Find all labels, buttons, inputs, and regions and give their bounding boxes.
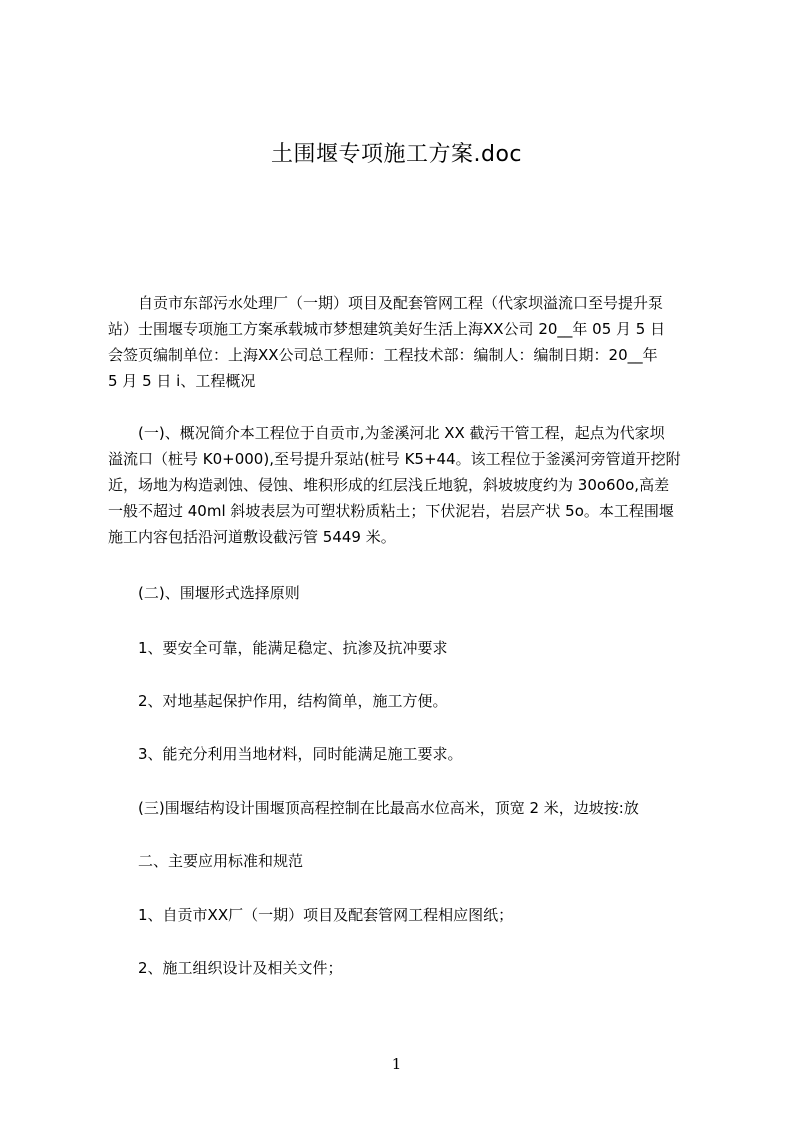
principle-3: 3、能充分利用当地材料，同时能满足施工要求。 [138,745,463,763]
document-title: 土围堰专项施工方案.doc [270,142,522,167]
standard-1: 1、自贡市XX厂（一期）项目及配套管网工程相应图纸； [138,906,514,924]
intro-paragraph [108,290,665,394]
overview-line-4: 一般不超过 40ml 斜坡表层为可塑状粉质粘土；下伏泥岩，岩层产状 5o。本工程围堰 [108,502,674,520]
intro-line-1: 自贡市东部污水处理厂（一期）项目及配套管网工程（代家坝溢流口至号提升泵 [138,294,664,312]
principle-2: 2、对地基起保护作用，结构简单，施工方便。 [138,692,448,710]
overview-paragraph [108,420,681,550]
page-number: 1 [391,1055,402,1073]
principle-1: 1、要安全可靠，能满足稳定、抗渗及抗冲要求 [138,639,448,657]
intro-line-4: 5 月 5 日 i、工程概况 [108,372,256,390]
section-2-heading: (二)、围堰形式选择原则 [138,584,300,602]
section-3-line: (三)围堰结构设计围堰顶高程控制在比最高水位高米，顶宽 2 米，边坡按:放 [138,799,639,817]
intro-line-3: 会签页编制单位：上海XX公司总工程师：工程技术部：编制人：编制日期：20__年 [108,346,658,364]
standard-2: 2、施工组织设计及相关文件； [138,959,343,977]
overview-line-2: 溢流口（桩号 K0+000),至号提升泵站(桩号 K5+44。该工程位于釜溪河旁管道开挖附 [108,450,681,468]
overview-line-5: 施工内容包括沿河道敷设截污管 5449 米。 [108,528,396,546]
overview-line-3: 近，场地为构造剥蚀、侵蚀、堆积形成的红层浅丘地貌，斜坡坡度约为 30o60o,高差 [108,476,670,494]
standards-heading: 二、主要应用标准和规范 [138,852,304,870]
overview-line-1: (一)、概况简介本工程位于自贡市,为釜溪河北 XX 截污干管工程，起点为代家坝 [138,424,665,442]
intro-line-2: 站）士围堰专项施工方案承载城市梦想建筑美好生活上海XX公司 20__年 05 月 5 日 [108,320,666,338]
